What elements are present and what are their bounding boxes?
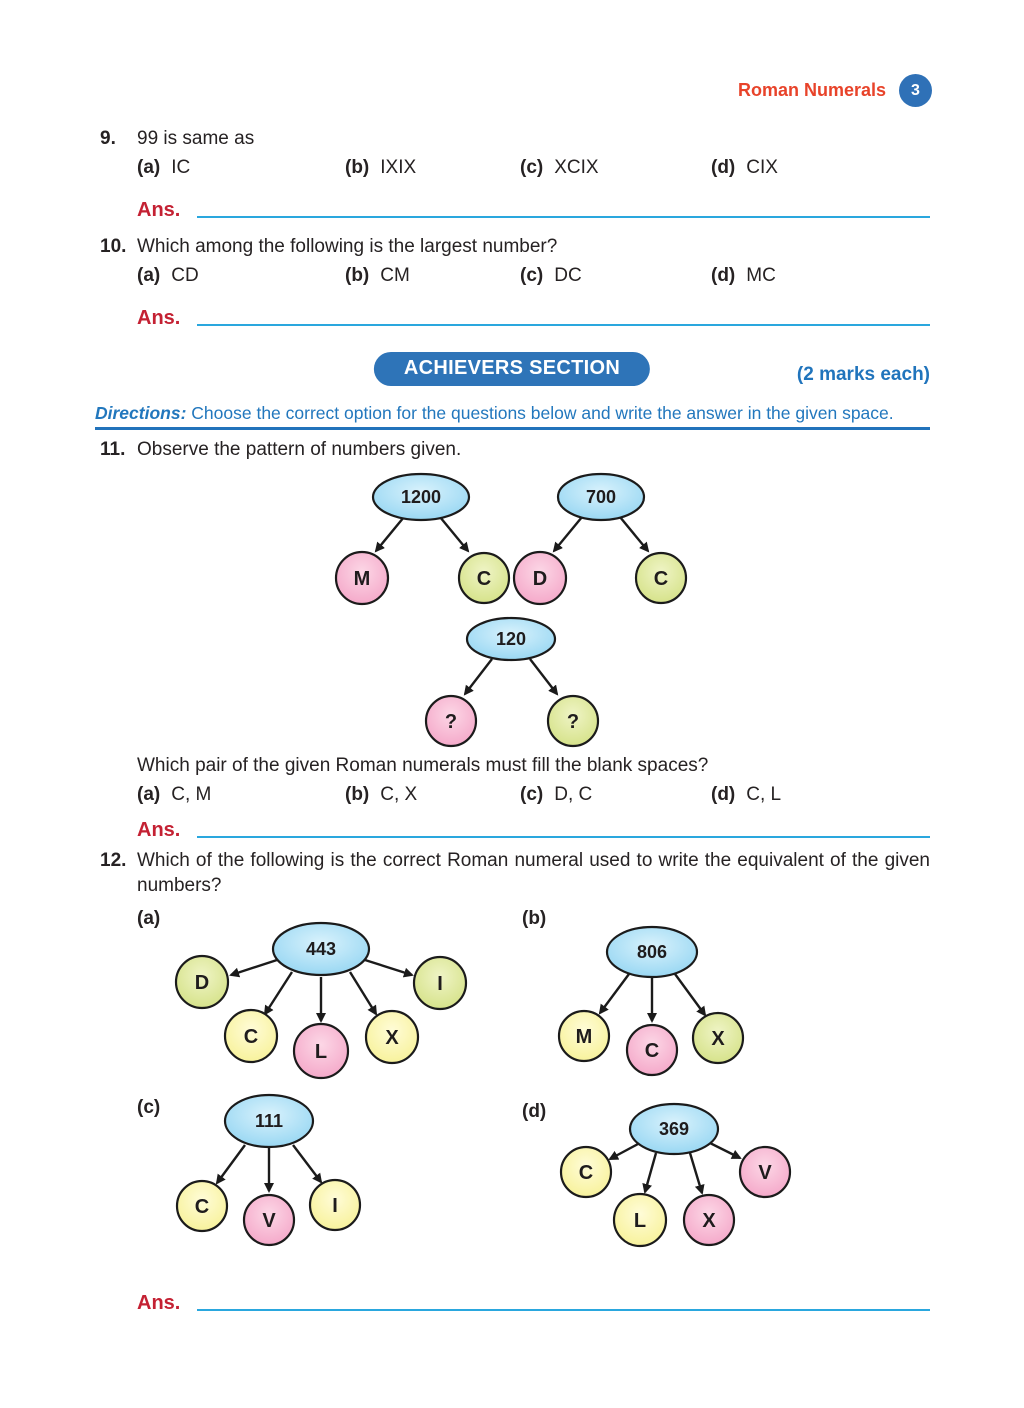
svg-text:C: C	[578, 1162, 594, 1184]
option-a	[137, 784, 345, 806]
option-a-label: (a)	[137, 265, 161, 286]
svg-text:120: 120	[495, 629, 527, 649]
option-c-label: (c)	[520, 157, 544, 178]
svg-text:L: L	[633, 1210, 647, 1232]
question-11-answer-row	[137, 816, 930, 840]
arrow	[265, 972, 292, 1014]
option-c-value: D, C	[554, 784, 593, 805]
svg-text:I: I	[437, 973, 443, 995]
option-b-value: IXIX	[380, 157, 417, 178]
diagram-b-label: (b)	[522, 908, 547, 929]
svg-text:I: I	[332, 1195, 338, 1217]
blank-node-1	[426, 696, 476, 746]
question-10-number: 10.	[100, 236, 127, 257]
question-10-text: Which among the following is the largest number?	[137, 236, 558, 257]
svg-text:X: X	[702, 1210, 716, 1232]
answer-blank-line	[197, 836, 930, 838]
svg-text:V: V	[758, 1162, 772, 1184]
svg-text:?: ?	[444, 711, 458, 733]
option-c	[520, 157, 711, 179]
arrow	[690, 1153, 702, 1193]
option-b-label: (b)	[345, 784, 370, 805]
number-node-443	[273, 923, 369, 975]
numeral-node-V	[740, 1147, 790, 1197]
numeral-node-I	[414, 957, 466, 1009]
option-d-value: MC	[746, 265, 776, 286]
svg-text:C: C	[194, 1196, 210, 1218]
svg-text:369: 369	[658, 1119, 690, 1139]
diagram-c-label: (c)	[137, 1097, 161, 1118]
svg-text:L: L	[314, 1041, 328, 1063]
arrow	[554, 517, 582, 551]
question-10-options	[137, 265, 930, 287]
achievers-section-banner: ACHIEVERS SECTION	[374, 352, 650, 386]
blank-node-2	[548, 696, 598, 746]
svg-text:1200: 1200	[400, 487, 442, 507]
arrow	[620, 517, 648, 551]
question-12-text: Which of the following is the correct Roman numeral used to write the equivalent of the given numbers?	[137, 850, 930, 896]
svg-text:443: 443	[305, 939, 337, 959]
option-d-label: (d)	[711, 265, 736, 286]
option-a-value: C, M	[171, 784, 212, 805]
option-c	[520, 265, 711, 287]
question-9-text: 99 is same as	[137, 128, 255, 149]
option-a-label: (a)	[137, 157, 161, 178]
directions-divider	[95, 427, 930, 430]
option-d	[711, 265, 930, 287]
arrow	[365, 960, 412, 975]
page-number-badge: 3	[899, 74, 932, 107]
svg-text:C: C	[644, 1040, 660, 1062]
option-a	[137, 265, 345, 287]
number-node-369	[630, 1104, 718, 1154]
svg-text:?: ?	[566, 711, 580, 733]
option-c	[520, 784, 711, 806]
question-11	[100, 437, 930, 462]
arrow	[610, 1144, 638, 1159]
svg-text:700: 700	[585, 487, 617, 507]
option-b	[345, 157, 520, 179]
answer-label: Ans.	[137, 1292, 181, 1314]
question-12-number: 12.	[100, 850, 127, 871]
answer-label: Ans.	[137, 199, 181, 221]
option-b-value: C, X	[380, 784, 418, 805]
svg-text:X: X	[711, 1028, 725, 1050]
numeral-node-C	[627, 1025, 677, 1075]
answer-label: Ans.	[137, 307, 181, 329]
q12-diagram-b	[550, 915, 770, 1093]
svg-text:V: V	[262, 1210, 276, 1232]
numeral-node-C	[177, 1181, 227, 1231]
svg-text:C: C	[476, 568, 492, 590]
chapter-title: Roman Numerals	[737, 80, 886, 100]
option-c-label: (c)	[520, 265, 544, 286]
answer-blank-line	[197, 1309, 930, 1311]
numeral-node-L	[614, 1194, 666, 1246]
option-d-value: C, L	[746, 784, 782, 805]
page-header	[738, 74, 932, 107]
arrow	[231, 960, 277, 975]
option-d-value: CIX	[746, 157, 778, 178]
directions	[95, 403, 930, 424]
question-11-prompt	[137, 753, 930, 778]
q12-diagram-d	[550, 1092, 820, 1267]
option-a-label: (a)	[137, 784, 161, 805]
svg-text:C: C	[243, 1026, 259, 1048]
numeral-node-C	[459, 553, 509, 603]
numeral-node-V	[244, 1195, 294, 1245]
option-a	[137, 157, 345, 179]
arrow	[293, 1145, 321, 1182]
option-b	[345, 265, 520, 287]
option-b-label: (b)	[345, 157, 370, 178]
question-12	[100, 848, 930, 898]
q11-pattern-diagram	[320, 468, 740, 758]
arrow	[710, 1143, 740, 1158]
numeral-node-I	[310, 1180, 360, 1230]
svg-text:D: D	[532, 568, 548, 590]
option-c-value: XCIX	[554, 157, 599, 178]
numeral-node-D	[514, 552, 566, 604]
arrow	[465, 659, 492, 694]
question-10	[100, 234, 930, 259]
svg-text:D: D	[194, 972, 210, 994]
arrow	[675, 974, 705, 1015]
numeral-node-C	[225, 1010, 277, 1062]
svg-text:M: M	[575, 1026, 593, 1048]
option-c-label: (c)	[520, 784, 544, 805]
question-9-answer-row	[137, 196, 930, 220]
option-b-label: (b)	[345, 265, 370, 286]
number-node-806	[607, 927, 697, 977]
numeral-node-C2	[636, 553, 686, 603]
q12-diagram-c	[165, 1088, 385, 1268]
option-b	[345, 784, 520, 806]
number-node-120	[467, 618, 555, 660]
marks-note: (2 marks each)	[796, 364, 930, 385]
arrow	[376, 517, 404, 551]
option-a-value: CD	[171, 265, 199, 286]
answer-blank-line	[197, 324, 930, 326]
directions-label: Directions:	[95, 403, 187, 423]
question-11-options	[137, 784, 930, 806]
option-c-value: DC	[554, 265, 582, 286]
arrow	[530, 659, 557, 694]
option-d	[711, 784, 930, 806]
option-d	[711, 157, 930, 179]
arrow	[217, 1145, 245, 1183]
question-9-number: 9.	[100, 128, 116, 149]
numeral-node-C	[561, 1147, 611, 1197]
diagram-d-label: (d)	[522, 1101, 547, 1122]
question-9-options	[137, 157, 930, 179]
arrow	[645, 1153, 656, 1192]
question-11-number: 11.	[100, 439, 126, 460]
option-d-label: (d)	[711, 157, 736, 178]
svg-text:806: 806	[636, 942, 668, 962]
svg-text:111: 111	[254, 1111, 284, 1131]
question-10-answer-row	[137, 304, 930, 328]
question-12-answer-row	[137, 1289, 930, 1313]
svg-text:M: M	[353, 568, 371, 590]
question-11-intro: Observe the pattern of numbers given.	[137, 439, 462, 460]
numeral-node-X	[693, 1013, 743, 1063]
numeral-node-M	[559, 1011, 609, 1061]
directions-text: Choose the correct option for the questions below and write the answer in the given space.	[191, 403, 894, 423]
q12-diagram-a	[165, 915, 477, 1093]
answer-label: Ans.	[137, 819, 181, 841]
numeral-node-X	[366, 1011, 418, 1063]
arrow	[600, 974, 629, 1013]
numeral-node-M	[336, 552, 388, 604]
question-11-prompt-text: Which pair of the given Roman numerals must fill the blank spaces?	[137, 755, 709, 776]
number-node-700	[558, 474, 644, 520]
question-9	[100, 126, 930, 151]
option-b-value: CM	[380, 265, 410, 286]
svg-text:C: C	[653, 568, 669, 590]
answer-blank-line	[197, 216, 930, 218]
option-a-value: IC	[171, 157, 191, 178]
numeral-node-L	[294, 1024, 348, 1078]
arrow	[350, 972, 376, 1014]
diagram-a-label: (a)	[137, 908, 161, 929]
option-d-label: (d)	[711, 784, 736, 805]
numeral-node-X	[684, 1195, 734, 1245]
number-node-1200	[373, 474, 469, 520]
svg-text:X: X	[385, 1027, 399, 1049]
arrow	[440, 517, 468, 551]
numeral-node-D	[176, 956, 228, 1008]
number-node-111	[225, 1095, 313, 1147]
